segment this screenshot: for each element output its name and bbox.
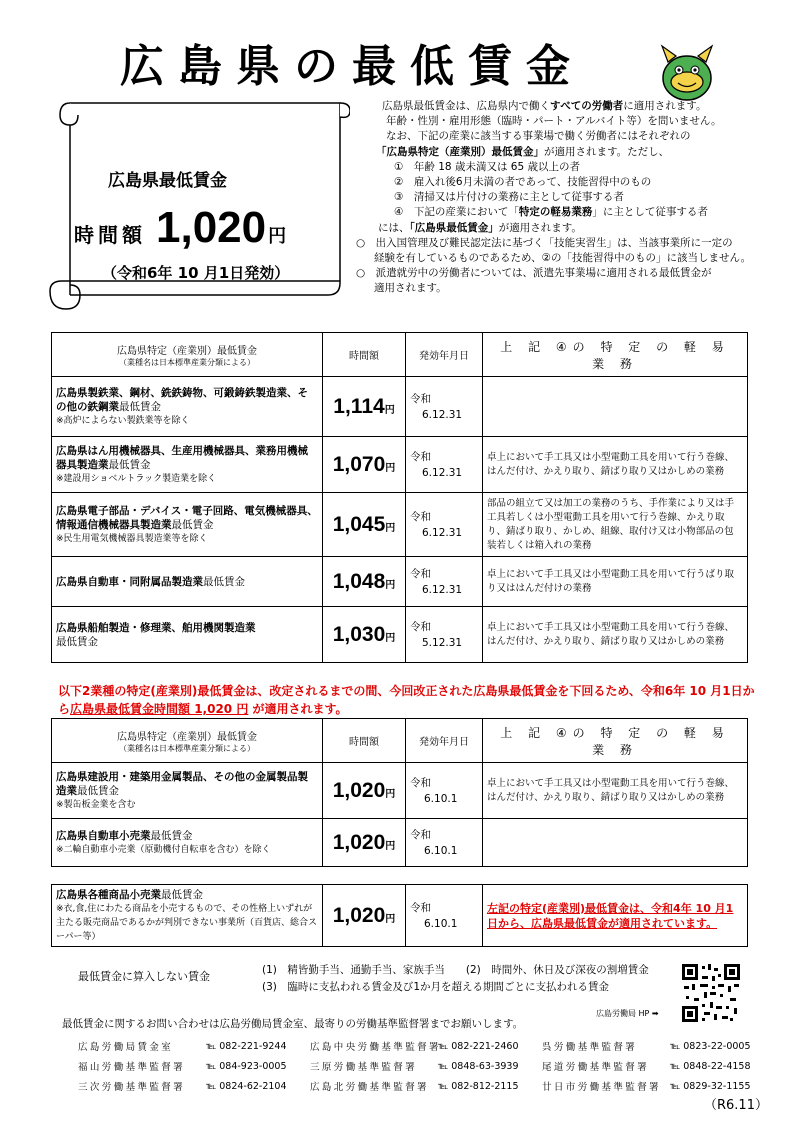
office-row: 三次労働基準監督署 ℡ 0824-62-2104 広島北労働基準監督署 ℡ 082-812-2115 廿日市労働基準監督署 ℡ 0829-32-1155 — [78, 1080, 751, 1093]
rate-label: 時間額 — [74, 223, 146, 247]
specific-wage-table-3 — [51, 884, 748, 947]
document-code: （R6.11） — [704, 1098, 768, 1113]
exclusions-label: 最低賃金に算入しない賃金 — [78, 970, 210, 983]
notes-block: 広島県最低賃金は、広島県内で働くすべての労働者に適用されます。 年齢・性別・雇用形態（臨時・パート・アルバイト等）を問いません。 なお、下記の産業に該当する事業場で働く労働者にはそれぞれの 「広島県特定（産業別）最低賃金」が適用されます。ただし、 ① 年齢 18 歳未満又は 65 歳以上の者 ② 雇入れ後6月未満の者であって、技能習得中のもの ③ 清掃又は片付けの業務に主として従事する者 ④ 下記の産業において「特定の軽易業務」に主として従事する者 には、「広島県最低賃金」が適用されます。 ○ 出入国管理及び難民認定法に基づく「技能実習生」は、当該事業所に一定の 経験を有しているものであるため、②の「技能習得中のもの」に該当しません。 ○ 派遣就労中の労働者については、派遣先事業場に適用される最低賃金が 適用されます。 — [356, 100, 752, 295]
header-industry: 広島県特定（産業別）最低賃金 （業種名は日本標準産業分類による） — [52, 719, 323, 763]
main-rate-row — [74, 203, 286, 253]
exclusions-list: (1) 精皆勤手当、通勤手当、家族手当 (2) 時間外、休日及び深夜の割増賃金 (3) 臨時に支払われる賃金及び1か月を超える期間ごとに支払われる賃金 — [262, 964, 649, 993]
office-list — [78, 1036, 774, 1096]
main-wage-label: 広島県最低賃金 — [108, 171, 227, 191]
red-duty-note: 左記の特定(産業別)最低賃金は、令和4年 10 月1日から、広島県最低賃金が適用されています。 — [483, 885, 748, 947]
qr-code[interactable] — [680, 962, 742, 1024]
contact-text: 最低賃金に関するお問い合わせは広島労働局賃金室、最寄りの労働基準監督署までお願いします。 — [62, 1018, 524, 1030]
rate-value: 1,020 — [156, 203, 267, 252]
table-row: 広島県建設用・建築用金属製品、その他の金属製品製造業最低賃金 ※製缶板金業を含む 1,020円 令和 6.10.1 卓上において手工具又は小型電動工具を用いて行う巻線、はんだ付け、かえり取り、錆ばり取り又はかしめの業務 — [52, 763, 748, 819]
table-row: 広島県電子部品・デバイス・電子回路、電気機械器具、情報通信機械器具製造業最低賃金 ※民生用電気機械器具製造業等を除く 1,045円 令和 6.12.31 部品の組立て又は加工の業務のうち、手作業により又は手工具若しくは小型電動工具を用いて行う巻線、かえり取り、錆ばり取り、かしめ、組線、取付け又は小物部品の包装若しくは箱入れの業務 — [52, 493, 748, 557]
header-rate: 時間額 — [323, 333, 406, 377]
qr-label: 広島労働局 HP ➡ — [596, 1009, 659, 1018]
rate-unit: 円 — [268, 226, 287, 247]
table-row: 広島県各種商品小売業最低賃金 ※衣,食,住にわたる商品を小売するもので、その性格上いずれが主たる販売商品であるかが判別できない事業所（百貨店、総合スーパー等） 1,020円 令和 6.10.1 左記の特定(産業別)最低賃金は、令和4年 10 月1日から、広島県最低賃金が適用されています。 — [52, 885, 748, 947]
table-row: 広島県船舶製造・修理業、舶用機関製造業 最低賃金 1,030円 令和 5.12.31 卓上において手工具又は小型電動工具を用いて行う巻線、はんだ付け、かえり取り、錆ばり取り又はかしめの業務 — [52, 607, 748, 663]
specific-wage-table-1 — [51, 332, 748, 663]
office-row: 福山労働基準監督署 ℡ 084-923-0005 三原労働基準監督署 ℡ 0848-63-3939 尾道労働基準監督署 ℡ 0848-22-4158 — [78, 1060, 751, 1073]
office-row: 広島労働局賃金室 ℡ 082-221-9244 広島中央労働基準監督署 ℡ 082-221-2460 呉労働基準監督署 ℡ 0823-22-0005 — [78, 1040, 751, 1053]
specific-wage-table-2 — [51, 718, 748, 867]
table-row: 広島県自動車・同附属品製造業最低賃金 1,048円 令和 6.12.31 卓上において手工具又は小型電動工具を用いて行うばり取り又ははんだ付けの業務 — [52, 557, 748, 607]
red-notice: 以下2業種の特定(産業別)最低賃金は、改定されるまでの間、今回改正された広島県最低賃金を下回るため、令和6年 10 月1日から広島県最低賃金時間額 1,020 円 が適用されます。 — [58, 684, 755, 716]
table-row: 広島県自動車小売業最低賃金 ※二輪自動車小売業（原動機付自転車を含む）を除く 1,020円 令和 6.10.1 — [52, 819, 748, 867]
header-duty: 上 記 ④の 特 定 の 軽 易 業 務 — [483, 333, 748, 377]
effective-date: （令和6年 10 月1日発効） — [102, 264, 290, 282]
header-date: 発効年月日 — [406, 719, 483, 763]
header-date: 発効年月日 — [406, 333, 483, 377]
header-rate: 時間額 — [323, 719, 406, 763]
table-row: 広島県製鉄業、鋼材、銑鉄鋳物、可鍛鋳鉄製造業、その他の鉄鋼業最低賃金 ※高炉によらない製鉄業等を除く 1,114円 令和 6.12.31 — [52, 377, 748, 437]
table-row: 広島県はん用機械器具、生産用機械器具、業務用機械器具製造業最低賃金 ※建設用ショベルトラック製造業を除く 1,070円 令和 6.12.31 卓上において手工具又は小型電動工具を用いて行う巻線、はんだ付け、かえり取り、錆ばり取り又はかしめの業務 — [52, 437, 748, 493]
page-title: 広島県の最低賃金 — [120, 41, 584, 92]
header-industry: 広島県特定（産業別）最低賃金 （業種名は日本標準産業分類による） — [52, 333, 323, 377]
header-duty: 上 記 ④の 特 定 の 軽 易 業 務 — [483, 719, 748, 763]
mascot-illustration — [652, 36, 722, 106]
